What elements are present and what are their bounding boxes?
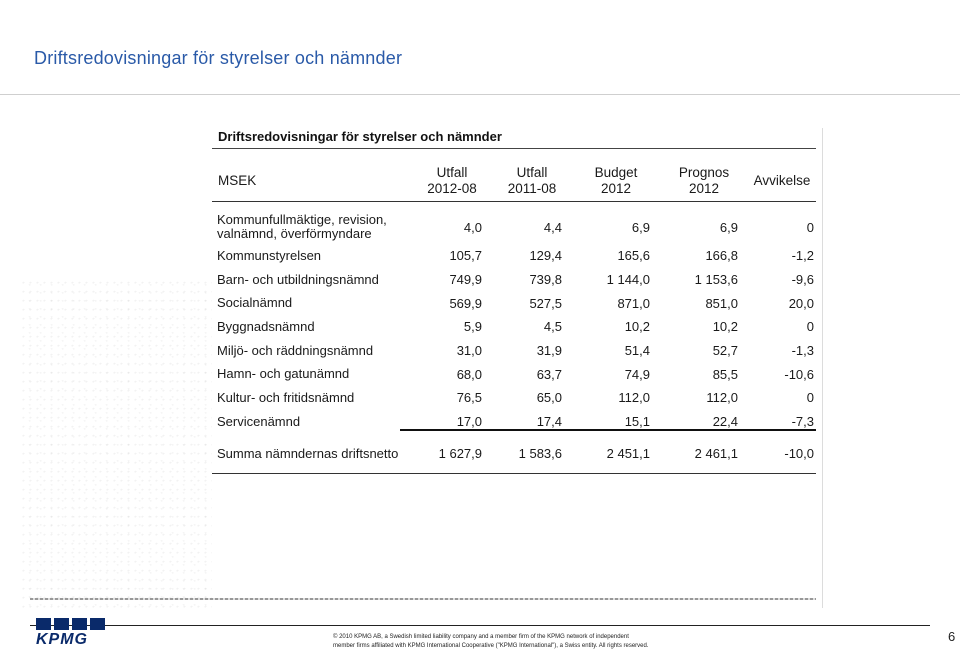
total-utfall-2011: 1 583,6	[518, 446, 562, 461]
table-row	[212, 339, 816, 363]
header-line: Utfall	[436, 164, 468, 180]
total-avvikelse: -10,0	[784, 446, 814, 461]
cell-prognos: 6,9	[719, 219, 738, 235]
table-title: Driftsredovisningar för styrelser och nämnder	[218, 129, 502, 144]
header-utfall-2011	[492, 160, 572, 201]
page-title: Driftsredovisningar för styrelser och nämnder	[34, 48, 403, 68]
cell-utfall-2011: 4,5	[543, 319, 562, 335]
logo-text: KPMG	[36, 631, 88, 648]
operating-report-table	[212, 160, 816, 474]
cell-budget: 15,1	[624, 414, 650, 430]
cell-utfall-2012: 569,9	[449, 295, 482, 311]
cell-avvikelse: 20,0	[788, 295, 814, 311]
table-end-rule	[212, 473, 816, 474]
total-utfall-2012: 1 627,9	[438, 446, 482, 461]
cell-prognos: 22,4	[712, 414, 738, 430]
cell-avvikelse: -9,6	[791, 272, 814, 288]
cell-prognos: 52,7	[712, 343, 738, 359]
row-label: Byggnadsnämnd	[217, 318, 315, 334]
footer-dashed-rule	[30, 598, 816, 600]
cell-utfall-2012: 76,5	[456, 390, 482, 406]
cell-avvikelse: 0	[806, 390, 814, 406]
header-utfall-2012	[412, 160, 492, 201]
cell-utfall-2011: 4,4	[543, 219, 562, 235]
header-msek: MSEK	[218, 172, 257, 188]
total-label: Summa nämndernas driftsnetto	[217, 445, 399, 461]
cell-utfall-2012: 17,0	[456, 414, 482, 430]
row-label: Socialnämnd	[217, 295, 293, 311]
cell-avvikelse: -7,3	[791, 414, 814, 430]
cell-utfall-2011: 739,8	[529, 272, 562, 288]
table-row	[212, 210, 816, 244]
cell-utfall-2011: 31,9	[536, 343, 562, 359]
cell-avvikelse: -10,6	[784, 366, 814, 382]
page-number: 6	[948, 629, 956, 644]
cell-utfall-2011: 129,4	[529, 248, 562, 264]
header-avvikelse	[748, 160, 816, 201]
cell-prognos: 1 153,6	[694, 272, 738, 288]
header-line: 2011-08	[507, 180, 557, 196]
logo-boxes-icon	[36, 618, 114, 630]
row-label: Kommunfullmäktige, revision, valnämnd, överförmyndare	[217, 212, 387, 241]
header-prognos	[660, 160, 748, 201]
table-row	[212, 291, 816, 315]
cell-avvikelse: 0	[806, 219, 814, 235]
header-line: Avvikelse	[753, 172, 811, 188]
header-budget	[572, 160, 660, 201]
cell-utfall-2012: 749,9	[449, 272, 482, 288]
cell-prognos: 851,0	[705, 295, 738, 311]
cell-prognos: 166,8	[705, 248, 738, 264]
cell-budget: 6,9	[631, 219, 650, 235]
table-row	[212, 362, 816, 386]
total-budget: 2 451,1	[606, 446, 650, 461]
cell-utfall-2011: 17,4	[536, 414, 562, 430]
cell-budget: 51,4	[624, 343, 650, 359]
cell-budget: 165,6	[617, 248, 650, 264]
table-row	[212, 386, 816, 410]
header-line: Utfall	[516, 164, 548, 180]
title-divider	[0, 94, 960, 95]
total-prognos: 2 461,1	[694, 446, 738, 461]
row-label: Kommunstyrelsen	[217, 247, 322, 263]
row-label: Hamn- och gatunämnd	[217, 366, 350, 382]
total-row	[212, 434, 816, 474]
cell-utfall-2012: 31,0	[456, 343, 482, 359]
row-label: Miljö- och räddningsnämnd	[217, 342, 374, 358]
row-label: Kultur- och fritidsnämnd	[217, 389, 355, 405]
cell-avvikelse: 0	[806, 319, 814, 335]
header-line: 2012	[600, 180, 632, 196]
row-label: Servicenämnd	[217, 413, 301, 429]
footer-rule	[30, 625, 930, 626]
cell-prognos: 10,2	[712, 319, 738, 335]
header-line: 2012	[688, 180, 720, 196]
cell-utfall-2011: 65,0	[536, 390, 562, 406]
scan-noise	[22, 280, 212, 610]
kpmg-logo	[36, 618, 114, 648]
table-row	[212, 315, 816, 339]
cell-budget: 1 144,0	[606, 272, 650, 288]
cell-utfall-2012: 105,7	[449, 248, 482, 264]
legal-line: © 2010 KPMG AB, a Swedish limited liability company and a member firm of the KPMG network of independent	[333, 634, 629, 640]
header-line: Budget	[594, 164, 638, 180]
cell-avvikelse: -1,2	[791, 248, 814, 264]
row-label: Barn- och utbildningsnämnd	[217, 271, 379, 287]
cell-avvikelse: -1,3	[791, 343, 814, 359]
table-title-rule	[212, 148, 816, 149]
cell-budget: 74,9	[624, 366, 650, 382]
header-line: Prognos	[678, 164, 730, 180]
table-row	[212, 244, 816, 268]
table-header-row	[212, 160, 816, 201]
cell-budget: 871,0	[617, 295, 650, 311]
cell-utfall-2012: 4,0	[463, 219, 482, 235]
cell-utfall-2012: 68,0	[456, 366, 482, 382]
cell-budget: 10,2	[624, 319, 650, 335]
table-row	[212, 268, 816, 292]
cell-utfall-2011: 63,7	[536, 366, 562, 382]
cell-budget: 112,0	[618, 390, 650, 406]
legal-line: member firms affiliated with KPMG International Cooperative ("KPMG International"), a Swiss entity. All rights reserved.	[333, 643, 649, 649]
legal-notice	[333, 633, 753, 651]
cell-prognos: 112,0	[706, 390, 738, 406]
cell-utfall-2012: 5,9	[463, 319, 482, 335]
sum-rule	[400, 429, 816, 431]
header-line: 2012-08	[427, 180, 477, 196]
cell-utfall-2011: 527,5	[529, 295, 562, 311]
cell-prognos: 85,5	[712, 366, 738, 382]
